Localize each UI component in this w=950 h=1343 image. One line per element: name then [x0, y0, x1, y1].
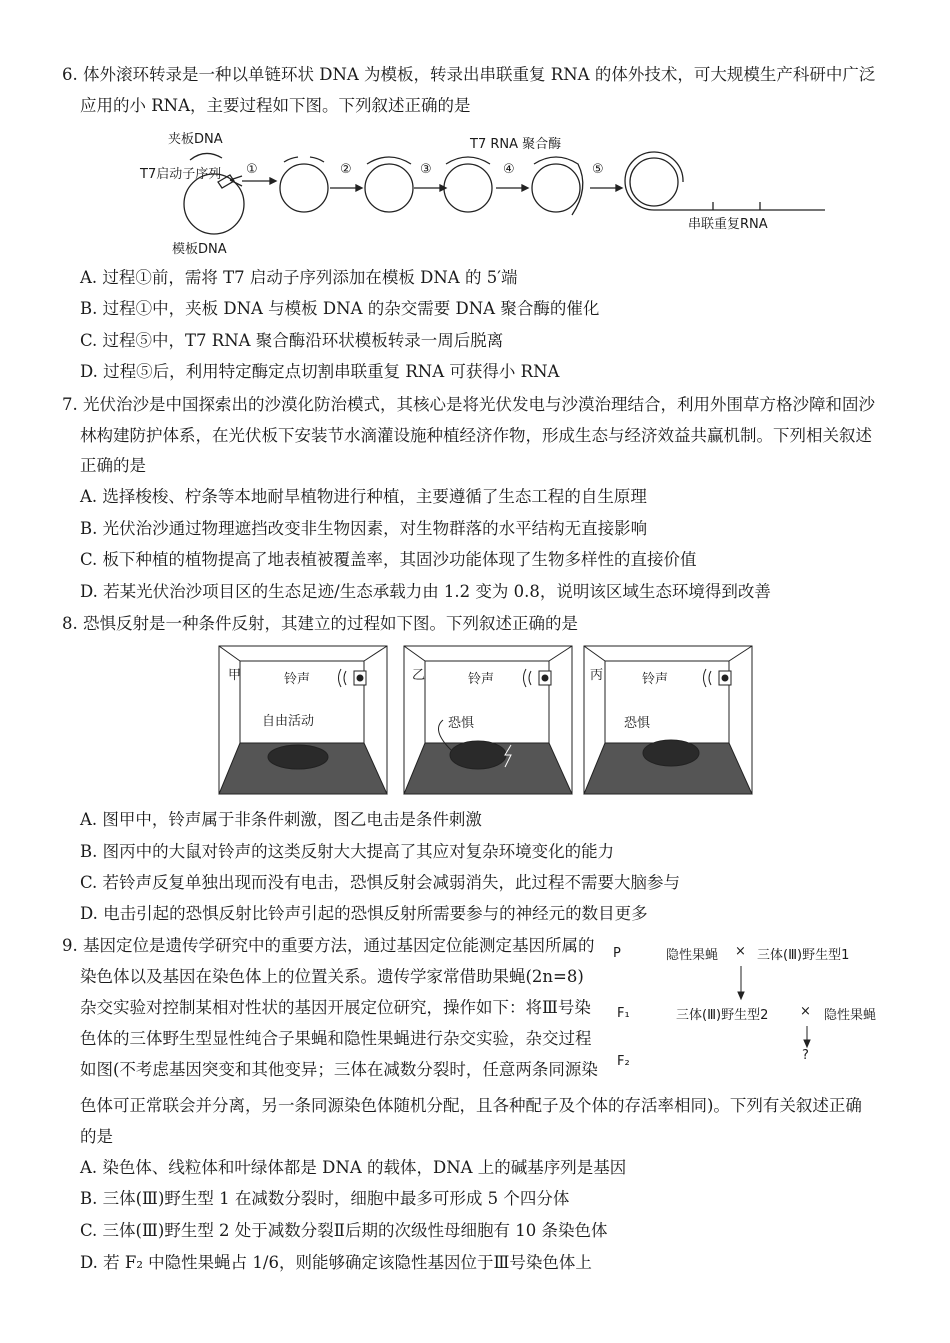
- q7-option-c: C. 板下种植的植物提高了地表植被覆盖率，其固沙功能体现了生物多样性的直接价值: [80, 550, 697, 569]
- room-tag: 乙: [412, 668, 426, 683]
- q6-stem-line: 应用的小 RNA，主要过程如下图。下列叙述正确的是: [80, 96, 471, 115]
- template-dna-label: 模板DNA: [172, 242, 227, 257]
- q7-stem-line: 林构建防护体系，在光伏板下安装节水滴灌设施种植经济作物，形成生态与经济效益共赢机制。下列相关叙述: [80, 426, 872, 445]
- f1-trisomy: 三体(Ⅲ)野生型2: [676, 1008, 769, 1023]
- cross-arrows: [730, 966, 820, 1051]
- rolling-circle-diagram: [0, 120, 950, 260]
- q9-stem-line: 如图(不考虑基因突变和其他变异；三体在减数分裂时，任意两条同源染: [80, 1060, 598, 1079]
- q9-stem-line: 色体可正常联会并分离，另一条同源染色体随机分配，且各种配子及个体的存活率相同)。下列有关叙述正确: [80, 1096, 862, 1115]
- q7-option-b: B. 光伏治沙通过物理遮挡改变非生物因素，对生物群落的水平结构无直接影响: [80, 519, 648, 538]
- q9-stem-line: 染色体以及基因在染色体上的位置关系。遗传学家常借助果蝇(2n=8): [80, 967, 584, 986]
- f1-recessive: 隐性果蝇: [824, 1008, 877, 1023]
- q9-stem-line: 的是: [80, 1127, 113, 1146]
- q6-stem-line: 6. 体外滚环转录是一种以单链环状 DNA 为模板，转录出串联重复 RNA 的体外技术，可大规模生产科研中广泛: [62, 65, 876, 84]
- q9-stem-line: 色体的三体野生型显性纯合子果蝇和隐性果蝇进行杂交实验，杂交过程: [80, 1029, 592, 1048]
- step-label: ①: [246, 162, 258, 177]
- q6-option-d: D. 过程⑤后，利用特定酶定点切割串联重复 RNA 可获得小 RNA: [80, 362, 560, 381]
- generation-p: P: [613, 946, 621, 961]
- cross-symbol: ×: [800, 1004, 811, 1019]
- bell-label: 铃声: [284, 672, 311, 687]
- f2-result: ?: [802, 1048, 809, 1063]
- step-label: ④: [503, 162, 515, 177]
- q7-option-d: D. 若某光伏治沙项目区的生态足迹/生态承载力由 1.2 变为 0.8，说明该区域生态环境得到改善: [80, 582, 771, 601]
- q7-option-a: A. 选择梭梭、柠条等本地耐旱植物进行种植，主要遵循了生态工程的自生原理: [80, 487, 647, 506]
- q8-option-b: B. 图丙中的大鼠对铃声的这类反射大大提高了其应对复杂环境变化的能力: [80, 842, 615, 861]
- q6-option-b: B. 过程①中，夹板 DNA 与模板 DNA 的杂交需要 DNA 聚合酶的催化: [80, 299, 600, 318]
- q7-stem-line: 7. 光伏治沙是中国探索出的沙漠化防治模式，其核心是将光伏发电与沙漠治理结合，利用外围草方格沙障和固沙: [62, 395, 875, 414]
- step-label: ②: [340, 162, 352, 177]
- bell-label: 铃声: [642, 672, 669, 687]
- promoter-label: T7启动子序列: [140, 167, 222, 182]
- generation-f1: F₁: [617, 1006, 630, 1021]
- q7-stem-line: 正确的是: [80, 456, 146, 475]
- q8-option-c: C. 若铃声反复单独出现而没有电击，恐惧反射会减弱消失，此过程不需要大脑参与: [80, 873, 681, 892]
- q9-option-a: A. 染色体、线粒体和叶绿体都是 DNA 的载体，DNA 上的碱基序列是基因: [80, 1158, 627, 1177]
- cross-symbol: ×: [735, 944, 746, 959]
- q8-stem: 8. 恐惧反射是一种条件反射，其建立的过程如下图。下列叙述正确的是: [62, 614, 578, 633]
- room-tag: 丙: [590, 668, 604, 683]
- generation-f2: F₂: [617, 1054, 630, 1069]
- parent-trisomy: 三体(Ⅲ)野生型1: [757, 948, 850, 963]
- q8-option-a: A. 图甲中，铃声属于非条件刺激，图乙电击是条件刺激: [80, 810, 482, 829]
- state-label: 恐惧: [624, 716, 651, 731]
- splint-dna-label: 夹板DNA: [168, 132, 223, 147]
- product-rna-label: 串联重复RNA: [688, 217, 768, 232]
- state-label: 恐惧: [448, 716, 475, 731]
- polymerase-label: T7 RNA 聚合酶: [470, 137, 562, 152]
- bell-label: 铃声: [468, 672, 495, 687]
- step-label: ⑤: [592, 162, 604, 177]
- q6-option-c: C. 过程⑤中，T7 RNA 聚合酶沿环状模板转录一周后脱离: [80, 331, 504, 350]
- state-label: 自由活动: [262, 714, 315, 729]
- q9-option-d: D. 若 F₂ 中隐性果蝇占 1/6，则能够确定该隐性基因位于Ⅲ号染色体上: [80, 1253, 592, 1272]
- parent-recessive: 隐性果蝇: [666, 948, 719, 963]
- step-label: ③: [420, 162, 432, 177]
- room-tag: 甲: [228, 668, 242, 683]
- q8-option-d: D. 电击引起的恐惧反射比铃声引起的恐惧反射所需要参与的神经元的数目更多: [80, 904, 648, 923]
- q9-option-b: B. 三体(Ⅲ)野生型 1 在减数分裂时，细胞中最多可形成 5 个四分体: [80, 1189, 570, 1208]
- q9-stem-line: 杂交实验对控制某相对性状的基因开展定位研究，操作如下：将Ⅲ号染: [80, 998, 591, 1017]
- q6-option-a: A. 过程①前，需将 T7 启动子序列添加在模板 DNA 的 5′端: [80, 268, 518, 287]
- q9-stem-line: 9. 基因定位是遗传学研究中的重要方法，通过基因定位能测定基因所属的: [62, 936, 595, 955]
- q9-option-c: C. 三体(Ⅲ)野生型 2 处于减数分裂Ⅱ后期的次级性母细胞有 10 条染色体: [80, 1221, 608, 1240]
